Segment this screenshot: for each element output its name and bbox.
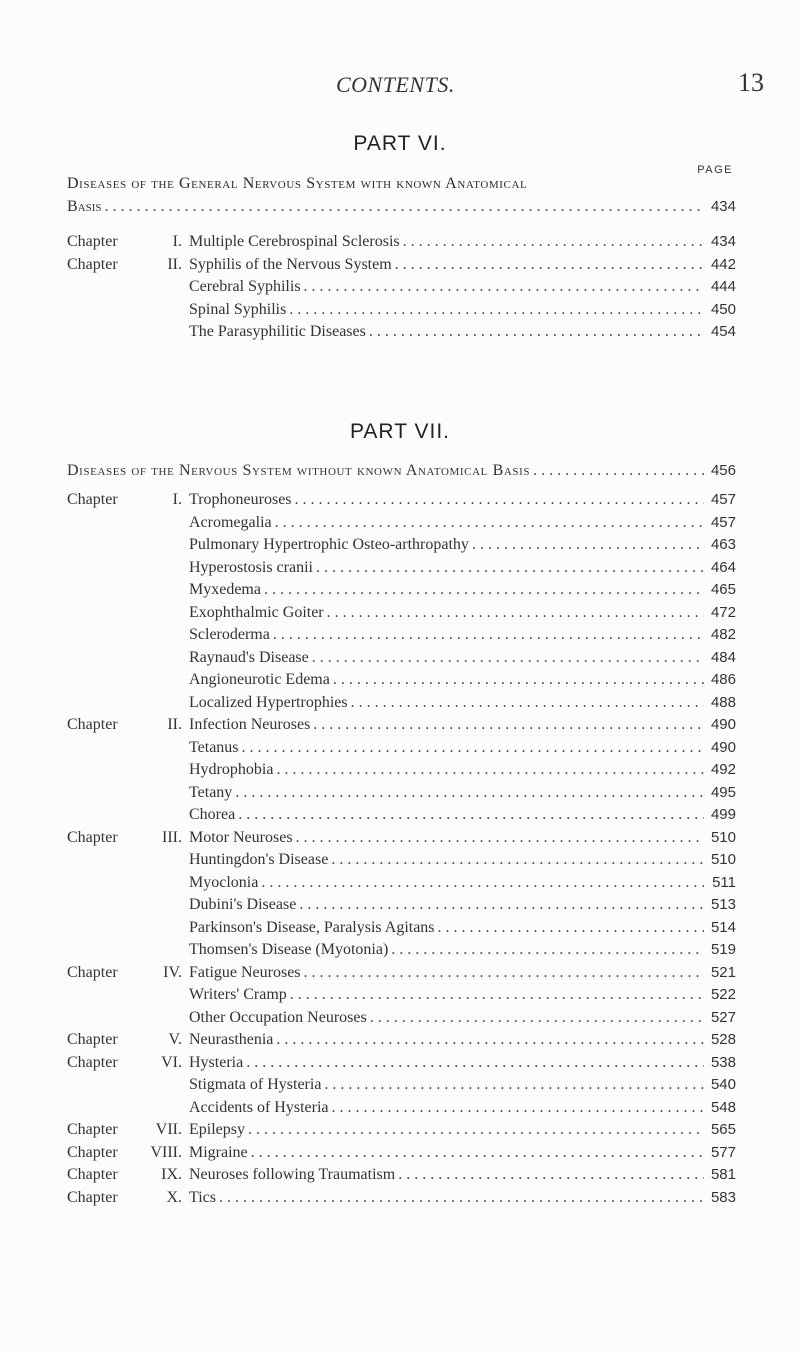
dot-leader xyxy=(395,1164,704,1185)
toc-entry xyxy=(67,299,736,320)
chapter-number: IV. xyxy=(163,963,182,981)
entry-page: 581 xyxy=(710,1166,736,1183)
entry-page: 434 xyxy=(710,233,736,250)
entry-page: 454 xyxy=(710,323,736,340)
entry-title: Tetanus xyxy=(189,738,239,756)
entry-page: 464 xyxy=(710,558,736,576)
part-vii-section-heading: Diseases of the Nervous System without known Anatomical Basis xyxy=(67,462,531,479)
entry-page: 538 xyxy=(710,1053,736,1071)
entry-page: 540 xyxy=(710,1076,736,1093)
chapter-label: Chapter xyxy=(67,1188,118,1206)
dot-leader xyxy=(102,196,704,217)
dot-leader xyxy=(348,692,704,713)
chapter-number: I. xyxy=(172,233,182,250)
entry-page: 513 xyxy=(710,896,736,913)
entry-title: Angioneurotic Edema xyxy=(189,671,330,688)
dot-leader xyxy=(273,1029,704,1050)
toc-entry xyxy=(67,231,736,252)
toc-entry xyxy=(67,557,736,578)
dot-leader xyxy=(243,1052,704,1073)
entry-page: 457 xyxy=(710,491,736,508)
entry-title: Spinal Syphilis xyxy=(189,300,287,318)
entry-page: 522 xyxy=(710,986,736,1003)
entry-title: The Parasyphilitic Diseases xyxy=(189,323,366,340)
chapter-number: II. xyxy=(167,716,182,733)
toc-entry xyxy=(67,1164,736,1185)
part-vi-section-basis-row xyxy=(67,196,736,217)
entry-title: Hyperostosis cranii xyxy=(189,558,313,576)
entry-title: Neurasthenia xyxy=(189,1031,274,1048)
dot-leader xyxy=(239,737,704,758)
toc-entry xyxy=(67,804,736,825)
toc-entry xyxy=(67,917,736,938)
dot-leader xyxy=(392,254,704,275)
dot-leader xyxy=(292,489,704,510)
toc-entry xyxy=(67,894,736,915)
toc-entry xyxy=(67,1097,736,1118)
entry-page: 463 xyxy=(710,536,736,553)
dot-leader xyxy=(232,782,704,803)
entry-title: Motor Neuroses xyxy=(189,828,293,846)
running-title: CONTENTS. xyxy=(336,72,455,97)
chapter-label: Chapter xyxy=(67,828,118,846)
part-vii-heading: PART VII. xyxy=(349,420,451,443)
entry-title: Infection Neuroses xyxy=(189,716,311,733)
entry-title: Hydrophobia xyxy=(189,761,274,778)
section-page: 456 xyxy=(710,462,736,479)
entry-title: Scleroderma xyxy=(189,626,270,643)
toc-entry xyxy=(67,647,736,668)
entry-page: 490 xyxy=(710,738,736,756)
dot-leader xyxy=(235,804,704,825)
entry-title: Parkinson's Disease, Paralysis Agitans xyxy=(189,918,435,936)
dot-leader xyxy=(321,1074,704,1095)
dot-leader xyxy=(310,714,704,735)
dot-leader xyxy=(272,512,704,533)
entry-page: 577 xyxy=(710,1143,736,1161)
chapter-label: Chapter xyxy=(67,1121,118,1138)
entry-title: Myxedema xyxy=(189,581,261,598)
entry-title: Multiple Cerebrospinal Sclerosis xyxy=(189,233,400,250)
entry-page: 450 xyxy=(710,300,736,318)
dot-leader xyxy=(216,1187,704,1208)
entry-page: 472 xyxy=(710,603,736,621)
entry-title: Exophthalmic Goiter xyxy=(189,603,324,621)
chapter-label: Chapter xyxy=(67,1166,118,1183)
entry-title: Localized Hypertrophies xyxy=(189,693,348,711)
entry-page: 565 xyxy=(710,1121,736,1138)
toc-entry xyxy=(67,872,736,893)
dot-leader xyxy=(324,602,704,623)
toc-entry xyxy=(67,962,736,983)
page-number: 13 xyxy=(738,68,764,97)
toc-entry xyxy=(67,782,736,803)
entry-page: 465 xyxy=(710,581,736,598)
chapter-label: Chapter xyxy=(67,716,118,733)
toc-entry xyxy=(67,759,736,780)
dot-leader xyxy=(301,276,704,297)
entry-title: Epilepsy xyxy=(189,1121,245,1138)
entry-title: Neuroses following Traumatism xyxy=(189,1166,396,1183)
chapter-label: Chapter xyxy=(67,233,118,250)
chapter-label: Chapter xyxy=(67,1031,118,1048)
entry-title: Huntingdon's Disease xyxy=(189,851,329,868)
entry-page: 528 xyxy=(710,1031,736,1048)
entry-title: Cerebral Syphilis xyxy=(189,278,301,295)
entry-page: 583 xyxy=(710,1188,736,1206)
chapter-label: Chapter xyxy=(67,1143,118,1161)
section-page: 434 xyxy=(710,198,736,215)
entry-page: 444 xyxy=(710,278,736,295)
dot-leader xyxy=(261,579,704,600)
dot-leader xyxy=(388,939,704,960)
dot-leader xyxy=(435,917,704,938)
entry-title: Hysteria xyxy=(189,1053,244,1071)
toc-entry xyxy=(67,321,736,342)
chapter-number: IX. xyxy=(161,1166,182,1183)
toc-entry xyxy=(67,1142,736,1163)
entry-title: Fatigue Neuroses xyxy=(189,963,301,981)
toc-entry xyxy=(67,669,736,690)
entry-page: 510 xyxy=(710,828,736,846)
toc-entry xyxy=(67,602,736,623)
toc-entry xyxy=(67,1187,736,1208)
entry-page: 492 xyxy=(710,761,736,778)
toc-entry xyxy=(67,276,736,297)
entry-title: Acromegalia xyxy=(189,513,272,531)
entry-title: Chorea xyxy=(189,806,236,823)
entry-page: 548 xyxy=(710,1098,736,1116)
entry-title: Migraine xyxy=(189,1143,248,1161)
entry-title: Dubini's Disease xyxy=(189,896,297,913)
entry-page: 442 xyxy=(710,255,736,273)
toc-entry xyxy=(67,254,736,275)
part-vi-section-heading: Diseases of the General Nervous System with known Anatomical xyxy=(67,175,528,192)
entry-title: Thomsen's Disease (Myotonia) xyxy=(189,941,389,958)
toc-entry xyxy=(67,692,736,713)
chapter-number: VI. xyxy=(161,1053,182,1071)
entry-title: Other Occupation Neuroses xyxy=(189,1008,367,1026)
entry-title: Raynaud's Disease xyxy=(189,648,309,666)
entry-page: 521 xyxy=(710,963,736,981)
dot-leader xyxy=(245,1119,704,1140)
dot-leader xyxy=(286,299,704,320)
dot-leader xyxy=(469,534,704,555)
part-vii-section-row xyxy=(67,460,736,481)
dot-leader xyxy=(400,231,704,252)
dot-leader xyxy=(270,624,704,645)
chapter-number: X. xyxy=(166,1188,182,1206)
entry-page: 499 xyxy=(710,806,736,823)
toc-entry xyxy=(67,1052,736,1073)
entry-title: Accidents of Hysteria xyxy=(189,1098,329,1116)
chapter-number: V. xyxy=(168,1031,182,1048)
dot-leader xyxy=(258,872,704,893)
toc-entry xyxy=(67,1074,736,1095)
chapter-label: Chapter xyxy=(67,1053,118,1071)
page-column-label: PAGE xyxy=(697,164,733,176)
toc-entry xyxy=(67,939,736,960)
chapter-label: Chapter xyxy=(67,255,118,273)
entry-title: Tetany xyxy=(189,783,233,801)
toc-entry xyxy=(67,737,736,758)
dot-leader xyxy=(273,759,704,780)
toc-entry xyxy=(67,624,736,645)
toc-entry xyxy=(67,714,736,735)
toc-entry xyxy=(67,849,736,870)
entry-title: Myoclonia xyxy=(189,873,259,891)
entry-title: Syphilis of the Nervous System xyxy=(189,255,392,273)
running-head xyxy=(0,66,800,100)
entry-page: 484 xyxy=(710,648,736,666)
entry-page: 486 xyxy=(710,671,736,688)
entry-title: Writers' Cramp xyxy=(189,986,287,1003)
toc-entry xyxy=(67,512,736,533)
dot-leader xyxy=(309,647,704,668)
toc-entry xyxy=(67,1119,736,1140)
toc-entry xyxy=(67,1007,736,1028)
entry-title: Stigmata of Hysteria xyxy=(189,1076,322,1093)
entry-title: Tics xyxy=(189,1188,216,1206)
toc-entry xyxy=(67,579,736,600)
entry-page: 510 xyxy=(710,851,736,868)
toc-entry xyxy=(67,827,736,848)
section-basis-label: Basis xyxy=(67,198,102,215)
entry-page: 519 xyxy=(710,941,736,958)
chapter-number: I. xyxy=(172,491,182,508)
entry-page: 482 xyxy=(710,626,736,643)
chapter-number: II. xyxy=(167,255,182,273)
entry-page: 457 xyxy=(710,513,736,531)
entry-page: 488 xyxy=(710,693,736,711)
toc-entry xyxy=(67,984,736,1005)
toc-entry xyxy=(67,534,736,555)
dot-leader xyxy=(329,1097,704,1118)
dot-leader xyxy=(287,984,704,1005)
chapter-number: VII. xyxy=(155,1121,182,1138)
toc-entry xyxy=(67,1029,736,1050)
dot-leader xyxy=(330,669,704,690)
chapter-number: VIII. xyxy=(150,1143,182,1161)
entry-page: 490 xyxy=(710,716,736,733)
entry-title: Trophoneuroses xyxy=(189,491,292,508)
dot-leader xyxy=(530,460,704,481)
dot-leader xyxy=(367,1007,704,1028)
dot-leader xyxy=(301,962,704,983)
entry-page: 527 xyxy=(710,1008,736,1026)
entry-page: 495 xyxy=(710,783,736,801)
entry-page: 514 xyxy=(710,918,736,936)
entry-page: 511 xyxy=(712,873,736,891)
part-vi-heading: PART VI. xyxy=(353,132,447,155)
chapter-number: III. xyxy=(162,828,182,846)
dot-leader xyxy=(293,827,704,848)
entry-title: Pulmonary Hypertrophic Osteo-arthropathy xyxy=(189,536,469,553)
chapter-label: Chapter xyxy=(67,963,118,981)
dot-leader xyxy=(296,894,704,915)
chapter-label: Chapter xyxy=(67,491,118,508)
toc-entry xyxy=(67,489,736,510)
dot-leader xyxy=(248,1142,704,1163)
dot-leader xyxy=(366,321,704,342)
dot-leader xyxy=(313,557,704,578)
dot-leader xyxy=(328,849,704,870)
